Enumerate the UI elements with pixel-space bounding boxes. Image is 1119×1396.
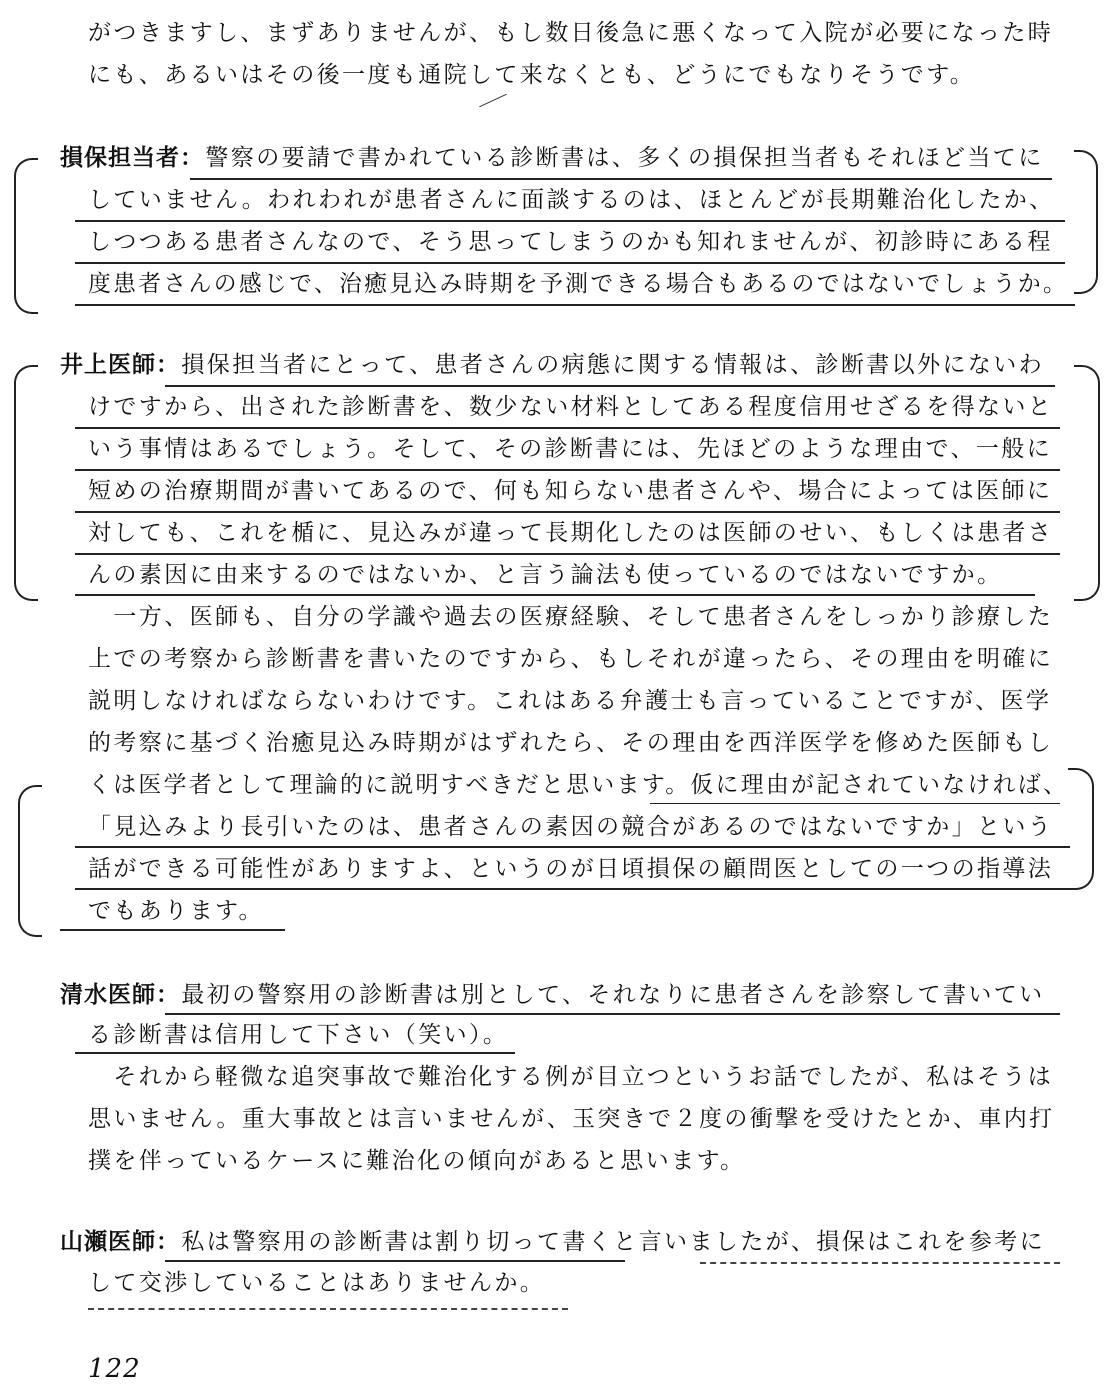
speech-first-line-2: 損保担当者にとって、患者さんの病態に関する情報は、診断書以外にないわ [181,352,1045,378]
speech-line: 「見込みより長引いたのは、患者さんの素因の競合があるのではないですか」という [88,814,1054,840]
speech-line: それから軽微な追突事故で難治化する例が目立つというお話でしたが、私はそうは [88,1064,1054,1090]
speech-line: していません。われわれが患者さんに面談するのは、ほとんどが長期難治化したか、 [88,187,1055,213]
speech-line: くは医学者として理論的に説明すべきだと思います。仮に理由が記されていなければ、 [88,772,1069,798]
right-bracket-1 [1074,150,1098,294]
speech-line: る診断書は信用して下さい（笑い）。 [88,1022,509,1048]
underline [75,888,1075,890]
speaker-name-4: 山瀬医師 [60,1229,156,1255]
left-bracket-2 [14,365,38,601]
intro-line-1: がつきますし、まずありませんが、もし数日後急に悪くなって入院が必要になった時 [88,20,1054,46]
speaker-name-3: 清水医師 [60,982,156,1008]
speaker-name-1: 損保担当者 [60,145,180,171]
speaker-line-2: 井上医師：損保担当者にとって、患者さんの病態に関する情報は、診断書以外にないわ [60,352,1045,378]
speech-line: 的考察に基づく治癒見込み時期がはずれたら、その理由を西洋医学を修めた医師もし [88,730,1054,756]
page-number: 122 [88,1354,141,1384]
speaker-name-2: 井上医師 [60,352,156,378]
left-bracket-1 [14,158,38,314]
left-bracket-3 [18,785,42,937]
right-bracket-3 [1068,768,1094,890]
speech-line: 一方、医師も、自分の学識や過去の医療経験、そして患者さんをしっかり診療した [88,604,1054,630]
underline [88,1308,568,1310]
speech-line: 撲を伴っているケースに難治化の傾向があると思います。 [88,1148,746,1174]
speech-line: しつつある患者さんなので、そう思ってしまうのかも知れませんが、初診時にある程 [88,229,1053,255]
speech-line: 度患者さんの感じで、治癒見込み時期を予測できる場合もあるのではないでしょうか。 [88,271,1069,297]
speech-line: んの素因に由来するのではないか、と言う論法も使っているのではないですか。 [88,562,1003,588]
speaker-line-1: 損保担当者：警察の要請で書かれている診断書は、多くの損保担当者もそれほど当てに [60,145,1044,171]
underline [165,385,1055,387]
pen-mark [479,94,507,108]
speaker-line-4: 山瀬医師：私は警察用の診断書は割り切って書くと言いましたが、損保はこれを参考に [60,1229,1046,1255]
underline [75,262,1065,264]
speech-line: 思いません。重大事故とは言いませんが、玉突きで２度の衝撃を受けたとか、車内打 [88,1106,1055,1132]
underline [165,1013,1060,1015]
speech-line: 説明しなければならないわけです。これはある弁護士も言っていることですが、医学 [88,688,1052,714]
speaker-line-3: 清水医師：最初の警察用の診断書は別として、それなりに患者さんを診察して書いてい [60,982,1045,1008]
speech-line: 対しても、これを楯に、見込みが違って長期化したのは医師のせい、もしくは患者さ [88,520,1054,546]
speech-line: けですから、出された診断書を、数少ない材料としてある程度信用せざるを得ないと [88,394,1054,420]
intro-line-2: にも、あるいはその後一度も通院して来なくとも、どうにでもなりそうです。 [88,62,976,88]
speech-first-line-3: 最初の警察用の診断書は別として、それなりに患者さんを診察して書いてい [181,982,1045,1008]
underline [700,1262,1060,1264]
underline [190,178,1052,180]
speech-line: して交渉していることはありませんか。 [88,1270,546,1296]
speech-line: 話ができる可能性がありますよ、というのが日頃損保の顧問医としての一つの指導法 [88,856,1054,882]
underline [75,594,1035,596]
underline [75,469,1060,471]
underline [75,553,1060,555]
underline [75,511,1060,513]
underline [650,803,1060,804]
underline [75,304,1075,306]
speech-line: 上での考察から診断書を書いたのですから、もしそれが違ったら、その理由を明確に [88,646,1054,672]
underline [75,846,1070,848]
underline [75,427,1060,429]
right-bracket-2 [1074,365,1100,601]
speech-line: 短めの治療期間が書いてあるので、何も知らない患者さんや、場合によっては医師に [88,478,1053,504]
underline [75,220,1065,222]
speech-line: いう事情はあるでしょう。そして、その診断書には、先ほどのような理由で、一般に [88,436,1053,462]
speech-first-line-1: 警察の要請で書かれている診断書は、多くの損保担当者もそれほど当てに [205,145,1044,171]
underline [60,929,285,931]
underline [165,1260,625,1262]
speech-line: でもあります。 [88,898,264,924]
speech-first-line-4: 私は警察用の診断書は割り切って書くと言いましたが、損保はこれを参考に [181,1229,1046,1255]
underline [75,1052,515,1054]
